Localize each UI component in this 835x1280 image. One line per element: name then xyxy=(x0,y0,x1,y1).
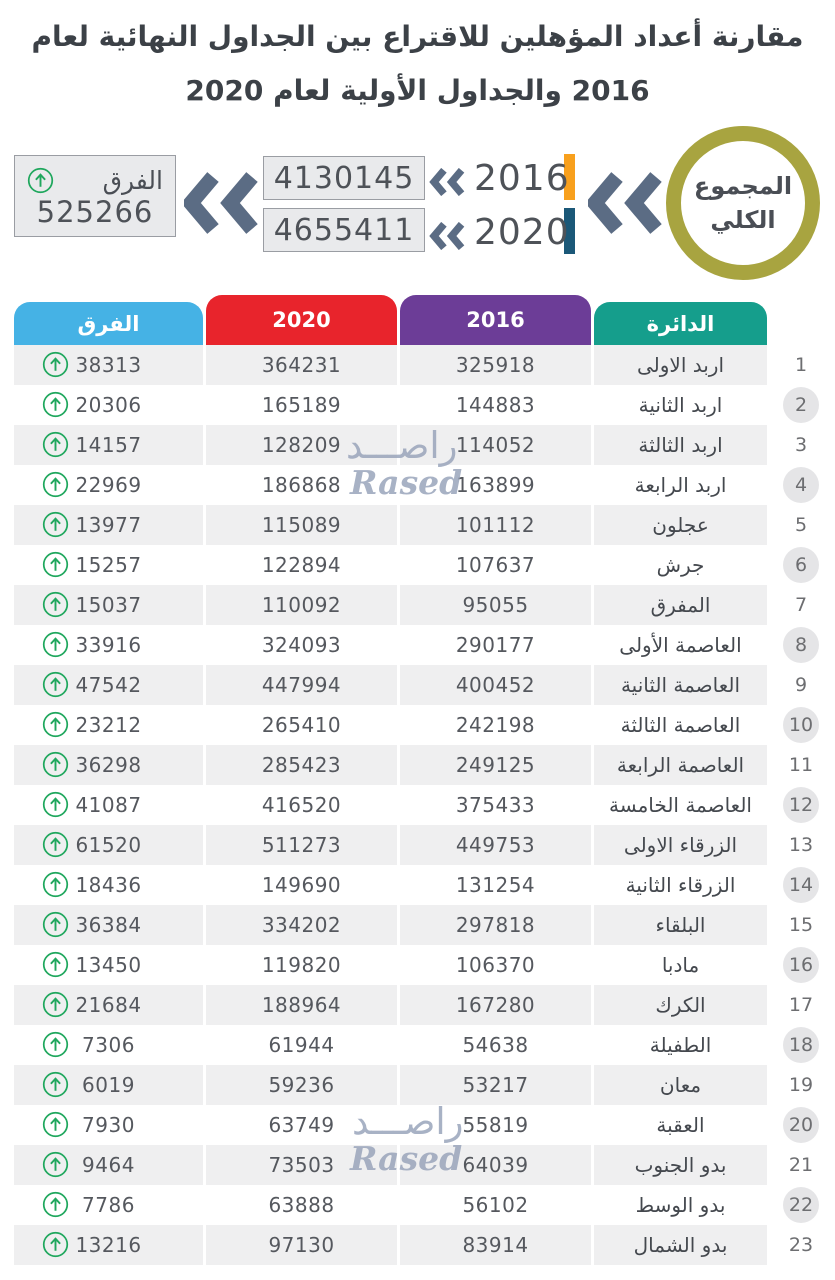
row-number: 13 xyxy=(770,825,832,865)
table-row xyxy=(14,505,835,545)
diff-value: 15257 xyxy=(75,553,142,577)
district-name: الطفيلة xyxy=(594,1025,767,1065)
up-arrow-in-circle-icon xyxy=(42,551,69,578)
diff-value: 525266 xyxy=(36,194,154,229)
diff-value: 13977 xyxy=(75,513,142,537)
value-2020: 110092 xyxy=(206,585,397,625)
district-name: معان xyxy=(594,1065,767,1105)
value-2020: 97130 xyxy=(206,1225,397,1265)
value-2016: 449753 xyxy=(400,825,591,865)
district-name: اربد الثالثة xyxy=(594,425,767,465)
value-2020: 63749 xyxy=(206,1105,397,1145)
diff-cell xyxy=(14,1025,203,1065)
total-diff-box xyxy=(14,155,176,237)
value-2016: 101112 xyxy=(400,505,591,545)
district-name: العقبة xyxy=(594,1105,767,1145)
watermark-latin: Rased xyxy=(350,1139,463,1178)
diff-value: 13216 xyxy=(75,1233,142,1257)
up-arrow-in-circle-icon xyxy=(42,1071,69,1098)
up-arrow-in-circle-icon xyxy=(42,1151,69,1178)
value-2020: 186868 xyxy=(206,465,397,505)
row-number: 21 xyxy=(770,1145,832,1185)
diff-value: 21684 xyxy=(75,993,142,1017)
row-number: 16 xyxy=(770,945,832,985)
row-number: 19 xyxy=(770,1065,832,1105)
value-2016: 114052 xyxy=(400,425,591,465)
value-2016: 54638 xyxy=(400,1025,591,1065)
district-name: المفرق xyxy=(594,585,767,625)
district-name: العاصمة الأولى xyxy=(594,625,767,665)
value-2016: 290177 xyxy=(400,625,591,665)
up-arrow-in-circle-icon xyxy=(42,431,69,458)
row-number: 15 xyxy=(770,905,832,945)
row-number: 23 xyxy=(770,1225,832,1265)
total-label-line2: الكلي xyxy=(710,206,776,234)
up-arrow-in-circle-icon xyxy=(42,951,69,978)
table-row xyxy=(14,625,835,665)
value-2020: 59236 xyxy=(206,1065,397,1105)
page-title-line2: 2016 والجداول الأولية لعام 2020 xyxy=(185,74,650,107)
table-row xyxy=(14,745,835,785)
diff-value: 7930 xyxy=(82,1113,135,1137)
row-number: 6 xyxy=(770,545,832,585)
table-row xyxy=(14,345,835,385)
row-number: 10 xyxy=(770,705,832,745)
table-row xyxy=(14,1065,835,1105)
diff-cell xyxy=(14,545,203,585)
up-arrow-in-circle-icon xyxy=(42,511,69,538)
value-2020: 149690 xyxy=(206,865,397,905)
value-2016: 95055 xyxy=(400,585,591,625)
up-arrow-in-circle-icon xyxy=(42,911,69,938)
value-2016: 249125 xyxy=(400,745,591,785)
row-number: 5 xyxy=(770,505,832,545)
diff-cell xyxy=(14,625,203,665)
value-2016: 83914 xyxy=(400,1225,591,1265)
diff-cell xyxy=(14,665,203,705)
value-2020: 73503 xyxy=(206,1145,397,1185)
diff-value: 41087 xyxy=(75,793,142,817)
table-row xyxy=(14,1145,835,1185)
row-number: 17 xyxy=(770,985,832,1025)
up-arrow-in-circle-icon xyxy=(42,391,69,418)
row-number: 20 xyxy=(770,1105,832,1145)
watermark-arabic: راصـــد xyxy=(346,424,458,467)
row-number: 14 xyxy=(770,865,832,905)
value-2020: 285423 xyxy=(206,745,397,785)
district-name: اربد الاولى xyxy=(594,345,767,385)
up-arrow-in-circle-icon xyxy=(42,351,69,378)
value-2020: 188964 xyxy=(206,985,397,1025)
district-name: اربد الثانية xyxy=(594,385,767,425)
value-2020: 416520 xyxy=(206,785,397,825)
diff-value: 23212 xyxy=(75,713,142,737)
diff-value: 6019 xyxy=(82,1073,135,1097)
table-row xyxy=(14,385,835,425)
value-2016: 375433 xyxy=(400,785,591,825)
value-2020: 511273 xyxy=(206,825,397,865)
diff-cell xyxy=(14,865,203,905)
row-number: 22 xyxy=(770,1185,832,1225)
year-2016-label: 2016 xyxy=(474,158,570,199)
table-row xyxy=(14,665,835,705)
value-2016: 55819 xyxy=(400,1105,591,1145)
row-number: 4 xyxy=(770,465,832,505)
up-arrow-in-circle-icon xyxy=(42,991,69,1018)
district-name: مادبا xyxy=(594,945,767,985)
up-arrow-in-circle-icon xyxy=(42,1231,69,1258)
diff-value: 22969 xyxy=(75,473,142,497)
value-2016: 144883 xyxy=(400,385,591,425)
total-2016-value: 4130145 xyxy=(263,156,425,200)
value-2020: 165189 xyxy=(206,385,397,425)
diff-value: 13450 xyxy=(75,953,142,977)
up-arrow-in-circle-icon xyxy=(42,871,69,898)
diff-value: 7786 xyxy=(82,1193,135,1217)
diff-cell xyxy=(14,585,203,625)
diff-value: 9464 xyxy=(82,1153,135,1177)
summary-band xyxy=(0,122,835,295)
value-2020: 115089 xyxy=(206,505,397,545)
diff-cell xyxy=(14,425,203,465)
value-2020: 119820 xyxy=(206,945,397,985)
district-name: الكرك xyxy=(594,985,767,1025)
up-arrow-in-circle-icon xyxy=(42,751,69,778)
page-title-line1: مقارنة أعداد المؤهلين للاقتراع بين الجداول النهائية لعام xyxy=(31,20,804,53)
row-number: 1 xyxy=(770,345,832,385)
table-row xyxy=(14,1185,835,1225)
value-2016: 400452 xyxy=(400,665,591,705)
district-name: العاصمة الخامسة xyxy=(594,785,767,825)
diff-value: 47542 xyxy=(75,673,142,697)
value-2020: 128209 xyxy=(206,425,397,465)
value-2016: 53217 xyxy=(400,1065,591,1105)
row-number: 8 xyxy=(770,625,832,665)
diff-value: 36298 xyxy=(75,753,142,777)
diff-value: 61520 xyxy=(75,833,142,857)
table-row xyxy=(14,545,835,585)
value-2020: 447994 xyxy=(206,665,397,705)
table-row xyxy=(14,865,835,905)
table-row xyxy=(14,1105,835,1145)
column-header-2020: 2020 xyxy=(206,295,397,345)
table-row xyxy=(14,1025,835,1065)
column-header-2016: 2016 xyxy=(400,295,591,345)
double-chevron-left-icon xyxy=(428,168,468,200)
diff-cell xyxy=(14,985,203,1025)
up-arrow-in-circle-icon xyxy=(42,1111,69,1138)
value-2020: 265410 xyxy=(206,705,397,745)
table-row xyxy=(14,1225,835,1265)
district-name: الزرقاء الاولى xyxy=(594,825,767,865)
diff-value: 15037 xyxy=(75,593,142,617)
table-row xyxy=(14,705,835,745)
up-arrow-in-circle-icon xyxy=(42,1191,69,1218)
watermark-latin: Rased xyxy=(350,463,463,502)
district-name: جرش xyxy=(594,545,767,585)
table-row xyxy=(14,985,835,1025)
double-chevron-left-icon xyxy=(428,222,468,254)
value-2016: 297818 xyxy=(400,905,591,945)
table-body xyxy=(14,345,835,1265)
diff-value: 18436 xyxy=(75,873,142,897)
diff-cell xyxy=(14,745,203,785)
diff-cell xyxy=(14,1225,203,1265)
district-name: بدو الجنوب xyxy=(594,1145,767,1185)
column-header-diff: الفرق xyxy=(14,302,203,345)
district-name: العاصمة الثانية xyxy=(594,665,767,705)
diff-cell xyxy=(14,345,203,385)
table-row xyxy=(14,425,835,465)
double-chevron-left-icon xyxy=(588,172,664,238)
up-arrow-in-circle-icon xyxy=(42,831,69,858)
watermark-arabic: راصـــد xyxy=(352,1100,464,1143)
table-row xyxy=(14,905,835,945)
diff-cell xyxy=(14,1145,203,1185)
district-name: العاصمة الثالثة xyxy=(594,705,767,745)
diff-value: 33916 xyxy=(75,633,142,657)
table-row xyxy=(14,825,835,865)
value-2016: 56102 xyxy=(400,1185,591,1225)
district-name: بدو الشمال xyxy=(594,1225,767,1265)
year-2020-label: 2020 xyxy=(474,212,570,253)
row-number: 11 xyxy=(770,745,832,785)
table-row xyxy=(14,585,835,625)
value-2016: 163899 xyxy=(400,465,591,505)
diff-cell xyxy=(14,785,203,825)
up-arrow-in-circle-icon xyxy=(42,671,69,698)
diff-cell xyxy=(14,1185,203,1225)
up-arrow-in-circle-icon xyxy=(42,591,69,618)
row-number: 9 xyxy=(770,665,832,705)
value-2020: 324093 xyxy=(206,625,397,665)
row-number: 7 xyxy=(770,585,832,625)
diff-value: 7306 xyxy=(82,1033,135,1057)
total-label-line1: المجموع xyxy=(693,172,793,200)
diff-label: الفرق xyxy=(102,165,163,195)
up-arrow-in-circle-icon xyxy=(42,631,69,658)
diff-cell xyxy=(14,505,203,545)
diff-value: 38313 xyxy=(75,353,142,377)
up-arrow-in-circle-icon xyxy=(42,471,69,498)
value-2016: 242198 xyxy=(400,705,591,745)
row-number: 2 xyxy=(770,385,832,425)
total-circle xyxy=(666,126,820,280)
up-arrow-in-circle-icon xyxy=(27,167,54,194)
district-name: اربد الرابعة xyxy=(594,465,767,505)
comparison-table xyxy=(0,295,835,1265)
value-2020: 61944 xyxy=(206,1025,397,1065)
diff-cell xyxy=(14,465,203,505)
total-2020-value: 4655411 xyxy=(263,208,425,252)
value-2020: 364231 xyxy=(206,345,397,385)
diff-cell xyxy=(14,905,203,945)
diff-value: 14157 xyxy=(75,433,142,457)
row-number: 18 xyxy=(770,1025,832,1065)
value-2016: 131254 xyxy=(400,865,591,905)
diff-value: 20306 xyxy=(75,393,142,417)
value-2016: 64039 xyxy=(400,1145,591,1185)
diff-cell xyxy=(14,705,203,745)
value-2016: 106370 xyxy=(400,945,591,985)
table-row xyxy=(14,785,835,825)
diff-cell xyxy=(14,825,203,865)
diff-value: 36384 xyxy=(75,913,142,937)
page-title xyxy=(0,0,835,122)
value-2016: 167280 xyxy=(400,985,591,1025)
up-arrow-in-circle-icon xyxy=(42,1031,69,1058)
table-row xyxy=(14,945,835,985)
table-row xyxy=(14,465,835,505)
diff-cell xyxy=(14,385,203,425)
district-name: الزرقاء الثانية xyxy=(594,865,767,905)
diff-cell xyxy=(14,1065,203,1105)
value-2020: 63888 xyxy=(206,1185,397,1225)
up-arrow-in-circle-icon xyxy=(42,711,69,738)
table-header-row xyxy=(14,295,835,345)
column-header-district: الدائرة xyxy=(594,302,767,345)
district-name: بدو الوسط xyxy=(594,1185,767,1225)
row-number: 12 xyxy=(770,785,832,825)
district-name: العاصمة الرابعة xyxy=(594,745,767,785)
diff-cell xyxy=(14,945,203,985)
double-chevron-left-icon xyxy=(184,172,260,238)
value-2020: 122894 xyxy=(206,545,397,585)
value-2016: 325918 xyxy=(400,345,591,385)
diff-cell xyxy=(14,1105,203,1145)
district-name: عجلون xyxy=(594,505,767,545)
district-name: البلقاء xyxy=(594,905,767,945)
row-number: 3 xyxy=(770,425,832,465)
up-arrow-in-circle-icon xyxy=(42,791,69,818)
value-2016: 107637 xyxy=(400,545,591,585)
value-2020: 334202 xyxy=(206,905,397,945)
